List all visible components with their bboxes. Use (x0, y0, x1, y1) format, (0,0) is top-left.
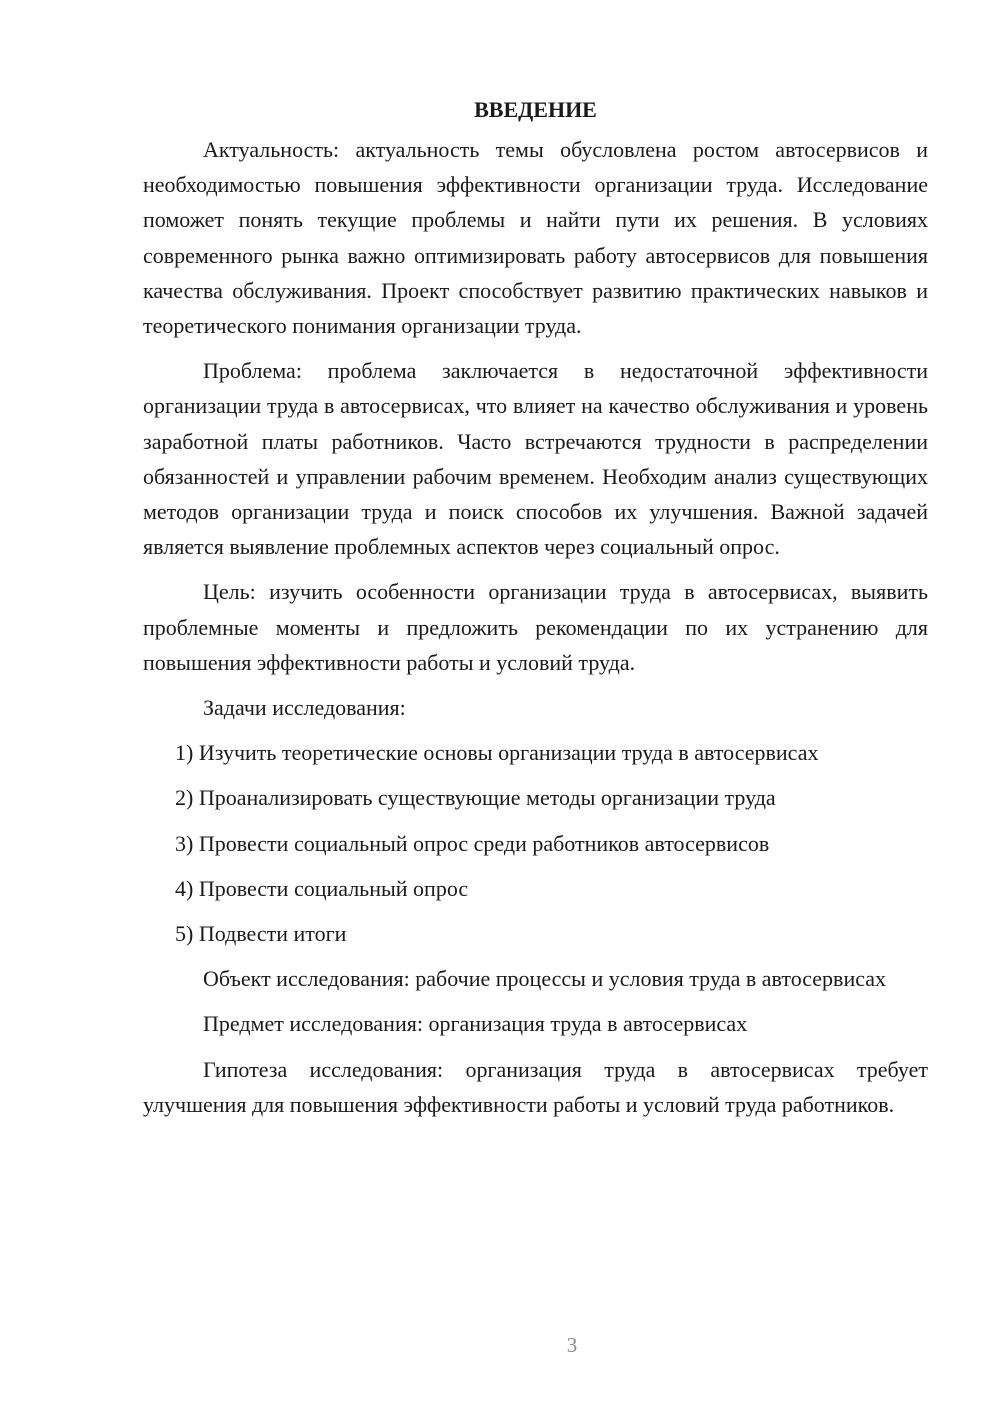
page-number: 3 (566, 1333, 578, 1357)
list-item: 1) Изучить теоретические основы организации труда в автосервисах (175, 740, 819, 766)
hypothesis-paragraph: Гипотеза исследования: организация труда в автосервисах требует улучшения для повышения эффективности работы и условий труда работников. (143, 1056, 928, 1117)
tasks-heading: Задачи исследования: (203, 695, 406, 721)
goal-paragraph: Цель: изучить особенности организации труда в автосервисах, выявить проблемные моменты и предложить рекомендации по их устранению для повышения эффективности работы и условий труда. (143, 579, 928, 675)
document-page (143, 92, 928, 1132)
list-item: 4) Провести социальный опрос (175, 875, 469, 901)
section-title: ВВЕДЕНИЕ (474, 97, 597, 122)
tasks-list (143, 735, 928, 951)
list-item: 3) Провести социальный опрос среди работников автосервисов (175, 830, 770, 856)
object-paragraph: Объект исследования: рабочие процессы и условия труда в автосервисах (203, 966, 887, 992)
problem-paragraph: Проблема: проблема заключается в недостаточной эффективности организации труда в автосервисах, что влияет на качество обслуживания и уровень заработной платы работников. Часто встречаются трудности в распределении обязанностей и управлении рабочим временем. Необходим анализ существующих методов организации труда и поиск способов их улучшения. Важной задачей является выявление проблемных аспектов через социальный опрос. (143, 358, 928, 560)
relevance-paragraph: Актуальность: актуальность темы обусловлена ростом автосервисов и необходимостью повышения эффективности организации труда. Исследование поможет понять текущие проблемы и найти пути их решения. В условиях современного рынка важно оптимизировать работу автосервисов для повышения качества обслуживания. Проект способствует развитию практических навыков и теоретического понимания организации труда. (143, 137, 928, 339)
list-item: 2) Проанализировать существующие методы организации труда (175, 785, 776, 811)
subject-paragraph: Предмет исследования: организация труда в автосервисах (203, 1011, 748, 1037)
list-item: 5) Подвести итоги (175, 921, 347, 947)
